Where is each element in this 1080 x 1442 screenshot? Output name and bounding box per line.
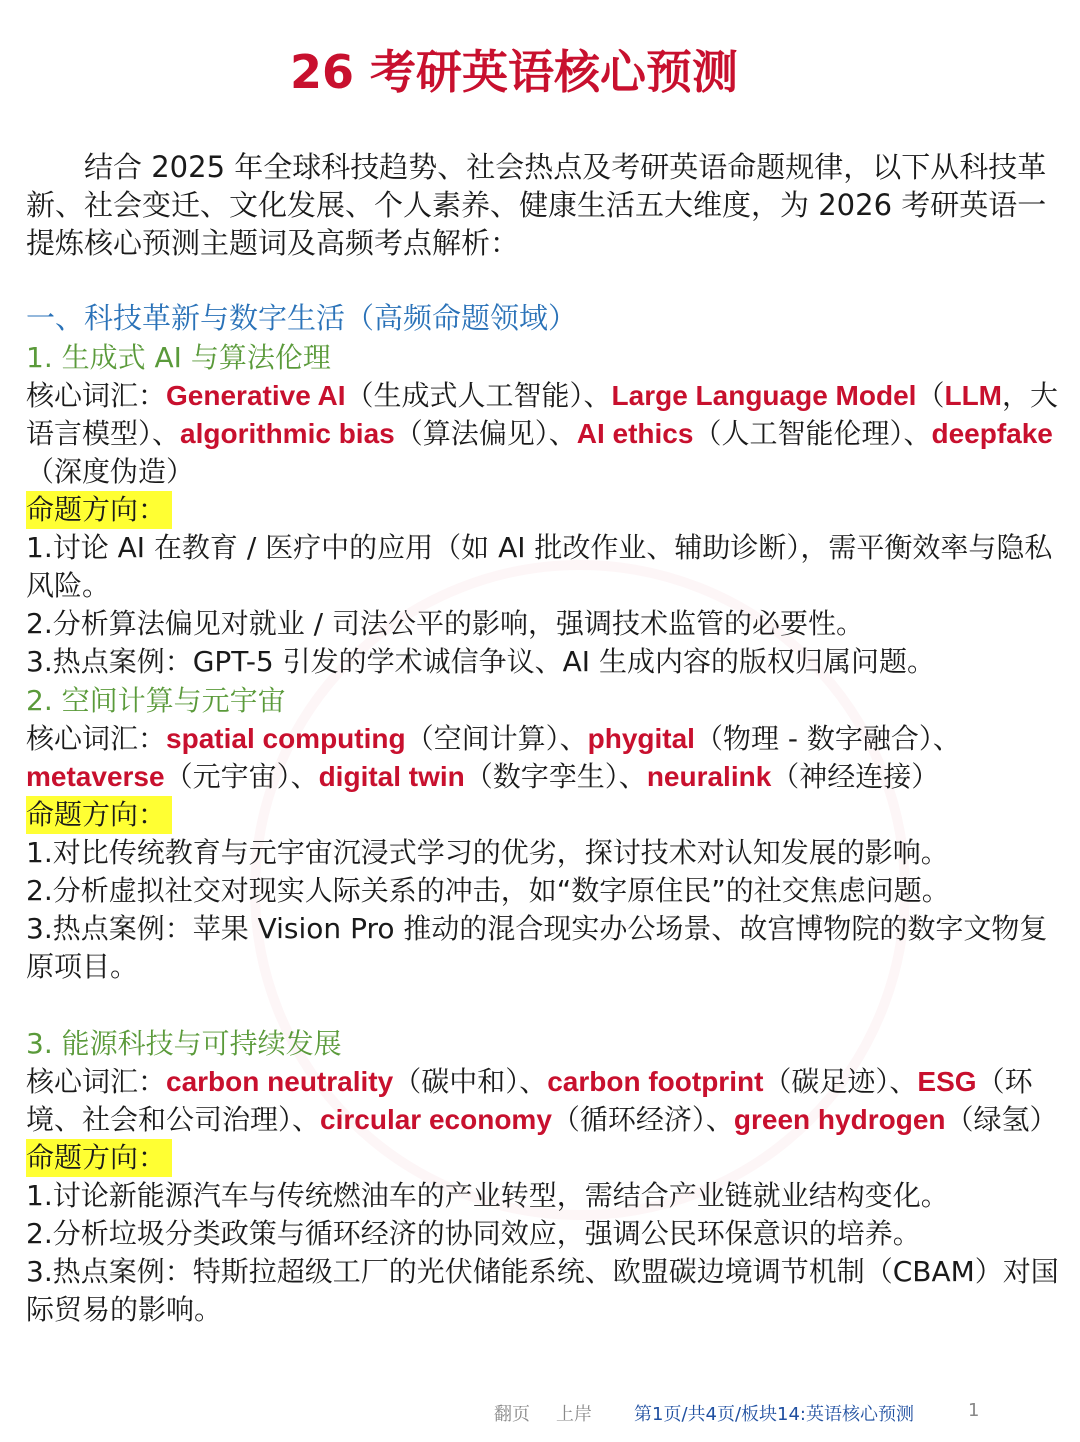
point: 1.对比传统教育与元宇宙沉浸式学习的优劣，探讨技术对认知发展的影响。	[26, 836, 949, 869]
vocab-term: algorithmic bias	[180, 418, 395, 449]
vocab-gloss: ，大语言模型）、	[26, 379, 1059, 450]
topic-heading: 3. 能源科技与可持续发展	[26, 1027, 342, 1060]
next-page-link[interactable]: 上岸	[556, 1404, 592, 1425]
intro-paragraph: 结合 2025 年全球科技趋势、社会热点及考研英语命题规律，以下从科技革新、社会变迁、文化发展、个人素养、健康生活五大维度，为 2026 考研英语一提炼核心预测主题词及高频考点解析：	[26, 150, 1047, 260]
page-footer	[0, 1400, 1080, 1430]
vocab-gloss: （环境、社会和公司治理）、	[26, 1065, 1033, 1136]
vocab-label: 核心词汇：	[26, 379, 167, 412]
vocab-term: green hydrogen	[733, 1104, 946, 1135]
point: 3.热点案例：特斯拉超级工厂的光伏储能系统、欧盟碳边境调节机制（CBAM）对国际贸易的影响。	[26, 1255, 1059, 1326]
point: 2.分析算法偏见对就业 / 司法公平的影响，强调技术监管的必要性。	[26, 607, 864, 640]
vocab-list	[26, 720, 1071, 796]
topic-heading: 2. 空间计算与元宇宙	[26, 684, 286, 717]
vocab-term: metaverse	[26, 761, 165, 792]
vocab-gloss: （深度伪造）	[26, 455, 195, 488]
vocab-gloss: （物理 - 数字融合）、	[694, 722, 961, 755]
direction-label: 命题方向：	[26, 796, 172, 834]
vocab-term: digital twin	[318, 761, 465, 792]
point: 3.热点案例：GPT-5 引发的学术诚信争议、AI 生成内容的版权归属问题。	[26, 645, 935, 678]
footer-nav	[494, 1400, 618, 1426]
section-heading: 一、科技革新与数字生活（高频命题领域）	[26, 301, 578, 335]
vocab-term: LLM	[944, 380, 1002, 411]
vocab-label: 核心词汇：	[26, 722, 167, 755]
topic-3	[26, 1025, 1071, 1329]
direction-label: 命题方向：	[26, 491, 172, 529]
vocab-gloss: （空间计算）、	[405, 722, 588, 755]
topic-2	[26, 682, 1071, 986]
prev-page-link[interactable]: 翻页	[494, 1404, 530, 1425]
point: 2.分析垃圾分类政策与循环经济的协同效应，强调公民环保意识的培养。	[26, 1217, 921, 1250]
vocab-gloss: （元宇宙）、	[164, 760, 319, 793]
page-number: 1	[968, 1400, 980, 1421]
vocab-gloss: （神经连接）	[771, 760, 940, 793]
point: 1.讨论 AI 在教育 / 医疗中的应用（如 AI 批改作业、辅助诊断），需平衡效率与隐私风险。	[26, 531, 1053, 602]
vocab-term: neuralink	[646, 761, 772, 792]
vocab-list	[26, 377, 1071, 491]
direction-label: 命题方向：	[26, 1139, 172, 1177]
vocab-term: carbon neutrality	[166, 1066, 394, 1097]
vocab-term: circular economy	[320, 1104, 552, 1135]
vocab-gloss: （绿氢）	[945, 1103, 1058, 1136]
vocab-gloss: （生成式人工智能）、	[345, 379, 612, 412]
vocab-term: Large Language Model	[611, 380, 917, 411]
vocab-gloss: （人工智能伦理）、	[693, 417, 932, 450]
point: 1.讨论新能源汽车与传统燃油车的产业转型，需结合产业链就业结构变化。	[26, 1179, 949, 1212]
vocab-gloss: （	[916, 379, 945, 412]
vocab-gloss: （循环经济）、	[551, 1103, 734, 1136]
vocab-gloss: （算法偏见）、	[394, 417, 577, 450]
vocab-term: Generative AI	[166, 380, 346, 411]
vocab-label: 核心词汇：	[26, 1065, 167, 1098]
vocab-gloss: （碳中和）、	[393, 1065, 548, 1098]
page-info: 第1页/共4页/板块14:英语核心预测	[634, 1404, 915, 1425]
vocab-term: deepfake	[931, 418, 1053, 449]
vocab-term: phygital	[587, 723, 695, 754]
vocab-gloss: （碳足迹）、	[763, 1065, 918, 1098]
vocab-gloss: （数字孪生）、	[464, 760, 647, 793]
topic-heading: 1. 生成式 AI 与算法伦理	[26, 341, 331, 374]
vocab-term: spatial computing	[166, 723, 406, 754]
point: 3.热点案例：苹果 Vision Pro 推动的混合现实办公场景、故宫博物院的数字文物复原项目。	[26, 912, 1048, 983]
vocab-term: carbon footprint	[547, 1066, 764, 1097]
topic-1	[26, 339, 1071, 681]
page-title: 26 考研英语核心预测	[289, 45, 739, 99]
vocab-term: AI ethics	[576, 418, 694, 449]
vocab-list	[26, 1063, 1071, 1139]
vocab-term: ESG	[917, 1066, 977, 1097]
point: 2.分析虚拟社交对现实人际关系的冲击，如“数字原住民”的社交焦虑问题。	[26, 874, 950, 907]
